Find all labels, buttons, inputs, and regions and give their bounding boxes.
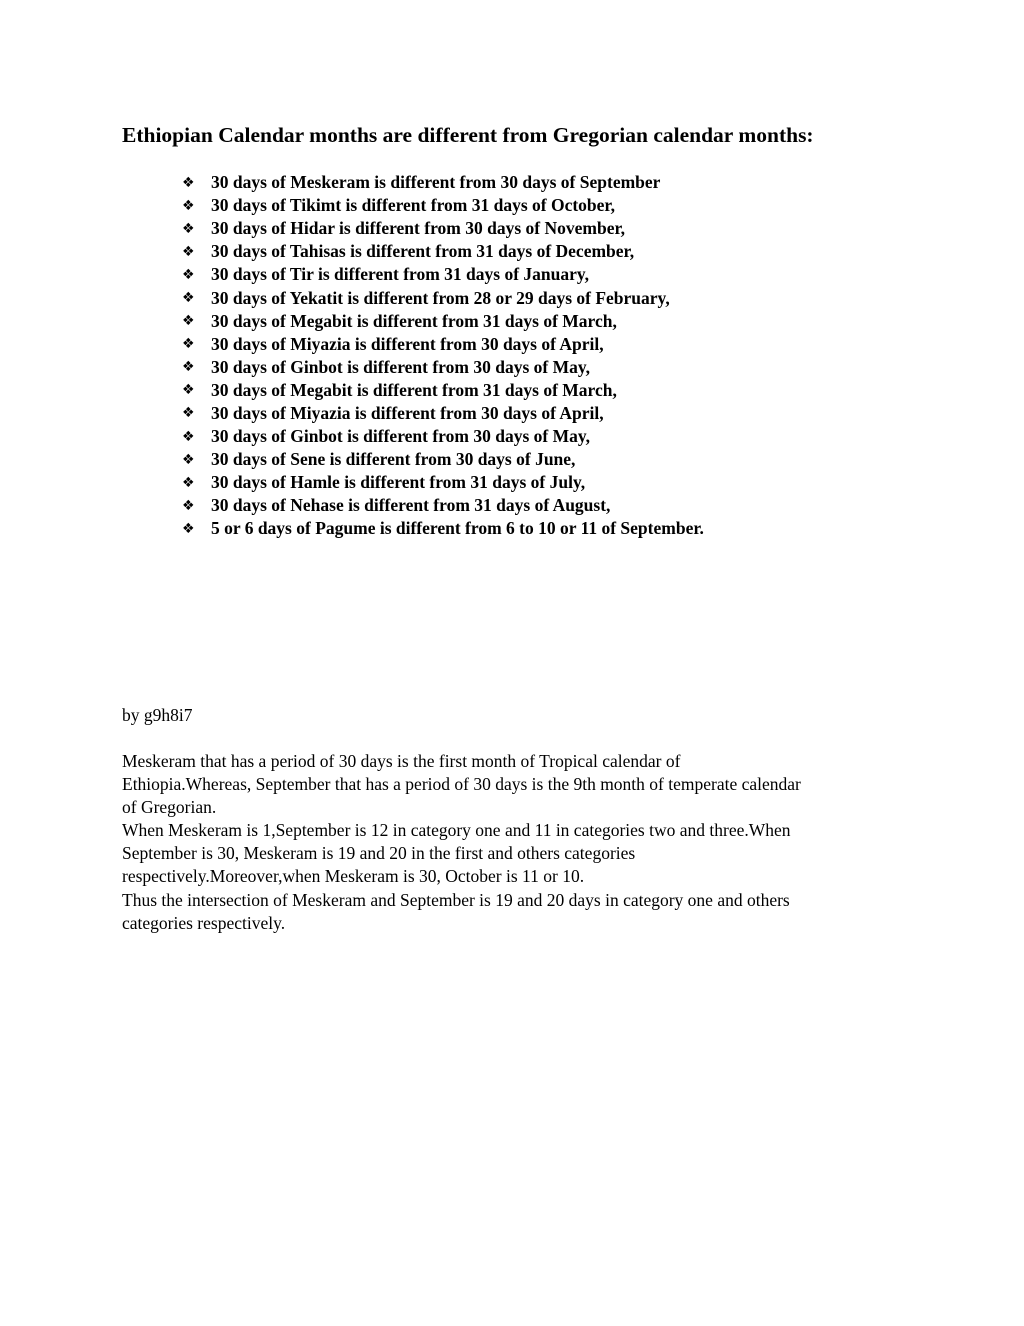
four-diamond-bullet-icon: ❖ <box>182 474 195 491</box>
list-item <box>182 263 704 286</box>
body-line: Ethiopia.Whereas, September that has a period of 30 days is the 9th month of temperate calendar <box>122 774 801 795</box>
body-line: respectively.Moreover,when Meskeram is 30, October is 11 or 10. <box>122 866 585 887</box>
four-diamond-bullet-icon: ❖ <box>182 520 195 537</box>
list-item-text: 30 days of Ginbot is different from 30 days of May, <box>211 426 591 447</box>
list-item-text: 30 days of Nehase is different from 31 days of August, <box>211 495 611 516</box>
list-item <box>182 240 704 263</box>
document-heading: Ethiopian Calendar months are different from Gregorian calendar months: <box>122 123 814 147</box>
four-diamond-bullet-icon: ❖ <box>182 382 195 399</box>
four-diamond-bullet-icon: ❖ <box>182 220 195 237</box>
list-item <box>182 494 704 517</box>
list-item <box>182 217 704 240</box>
list-item <box>182 379 704 402</box>
list-item <box>182 448 704 471</box>
list-item-text: 30 days of Tikimt is different from 31 days of October, <box>211 195 615 216</box>
list-item <box>182 425 704 448</box>
list-item <box>182 310 704 333</box>
four-diamond-bullet-icon: ❖ <box>182 451 195 468</box>
list-item-text: 30 days of Meskeram is different from 30 days of September <box>211 172 661 193</box>
body-line: categories respectively. <box>122 912 286 933</box>
list-item-text: 30 days of Tir is different from 31 days of January, <box>211 264 590 285</box>
four-diamond-bullet-icon: ❖ <box>182 336 195 353</box>
list-item-text: 30 days of Tahisas is different from 31 days of December, <box>211 241 635 262</box>
list-item <box>182 471 704 494</box>
body-line: Thus the intersection of Meskeram and September is 19 and 20 days in category one and others <box>122 889 790 910</box>
list-item-text: 30 days of Yekatit is different from 28 or 29 days of February, <box>211 287 670 308</box>
four-diamond-bullet-icon: ❖ <box>182 497 195 514</box>
body-line: Meskeram that has a period of 30 days is the first month of Tropical calendar of <box>122 751 681 771</box>
list-item-text: 30 days of Miyazia is different from 30 days of April, <box>211 333 604 354</box>
month-comparison-list <box>182 171 704 541</box>
list-item <box>182 517 704 540</box>
list-item <box>182 402 704 425</box>
four-diamond-bullet-icon: ❖ <box>182 359 195 376</box>
four-diamond-bullet-icon: ❖ <box>182 243 195 260</box>
list-item-text: 5 or 6 days of Pagume is different from 6 to 10 or 11 of September. <box>211 518 704 539</box>
body-line: of Gregorian. <box>122 797 217 818</box>
list-item <box>182 333 704 356</box>
four-diamond-bullet-icon: ❖ <box>182 428 195 445</box>
list-item-text: 30 days of Sene is different from 30 days of June, <box>211 449 576 470</box>
four-diamond-bullet-icon: ❖ <box>182 290 195 307</box>
body-line: September is 30, Meskeram is 19 and 20 in the first and others categories <box>122 843 636 864</box>
author-byline: by g9h8i7 <box>122 705 193 725</box>
list-item <box>182 356 704 379</box>
four-diamond-bullet-icon: ❖ <box>182 266 195 283</box>
four-diamond-bullet-icon: ❖ <box>182 197 195 214</box>
list-item <box>182 194 704 217</box>
list-item <box>182 286 704 309</box>
list-item-text: 30 days of Miyazia is different from 30 days of April, <box>211 402 604 423</box>
four-diamond-bullet-icon: ❖ <box>182 405 195 422</box>
list-item-text: 30 days of Ginbot is different from 30 days of May, <box>211 356 591 377</box>
list-item-text: 30 days of Hidar is different from 30 days of November, <box>211 218 625 239</box>
body-paragraph <box>122 750 801 935</box>
four-diamond-bullet-icon: ❖ <box>182 174 195 191</box>
list-item <box>182 171 704 194</box>
body-line: When Meskeram is 1,September is 12 in category one and 11 in categories two and three.When <box>122 820 791 841</box>
four-diamond-bullet-icon: ❖ <box>182 313 195 330</box>
list-item-text: 30 days of Hamle is different from 31 days of July, <box>211 472 586 493</box>
list-item-text: 30 days of Megabit is different from 31 days of March, <box>211 379 617 400</box>
list-item-text: 30 days of Megabit is different from 31 days of March, <box>211 310 617 331</box>
